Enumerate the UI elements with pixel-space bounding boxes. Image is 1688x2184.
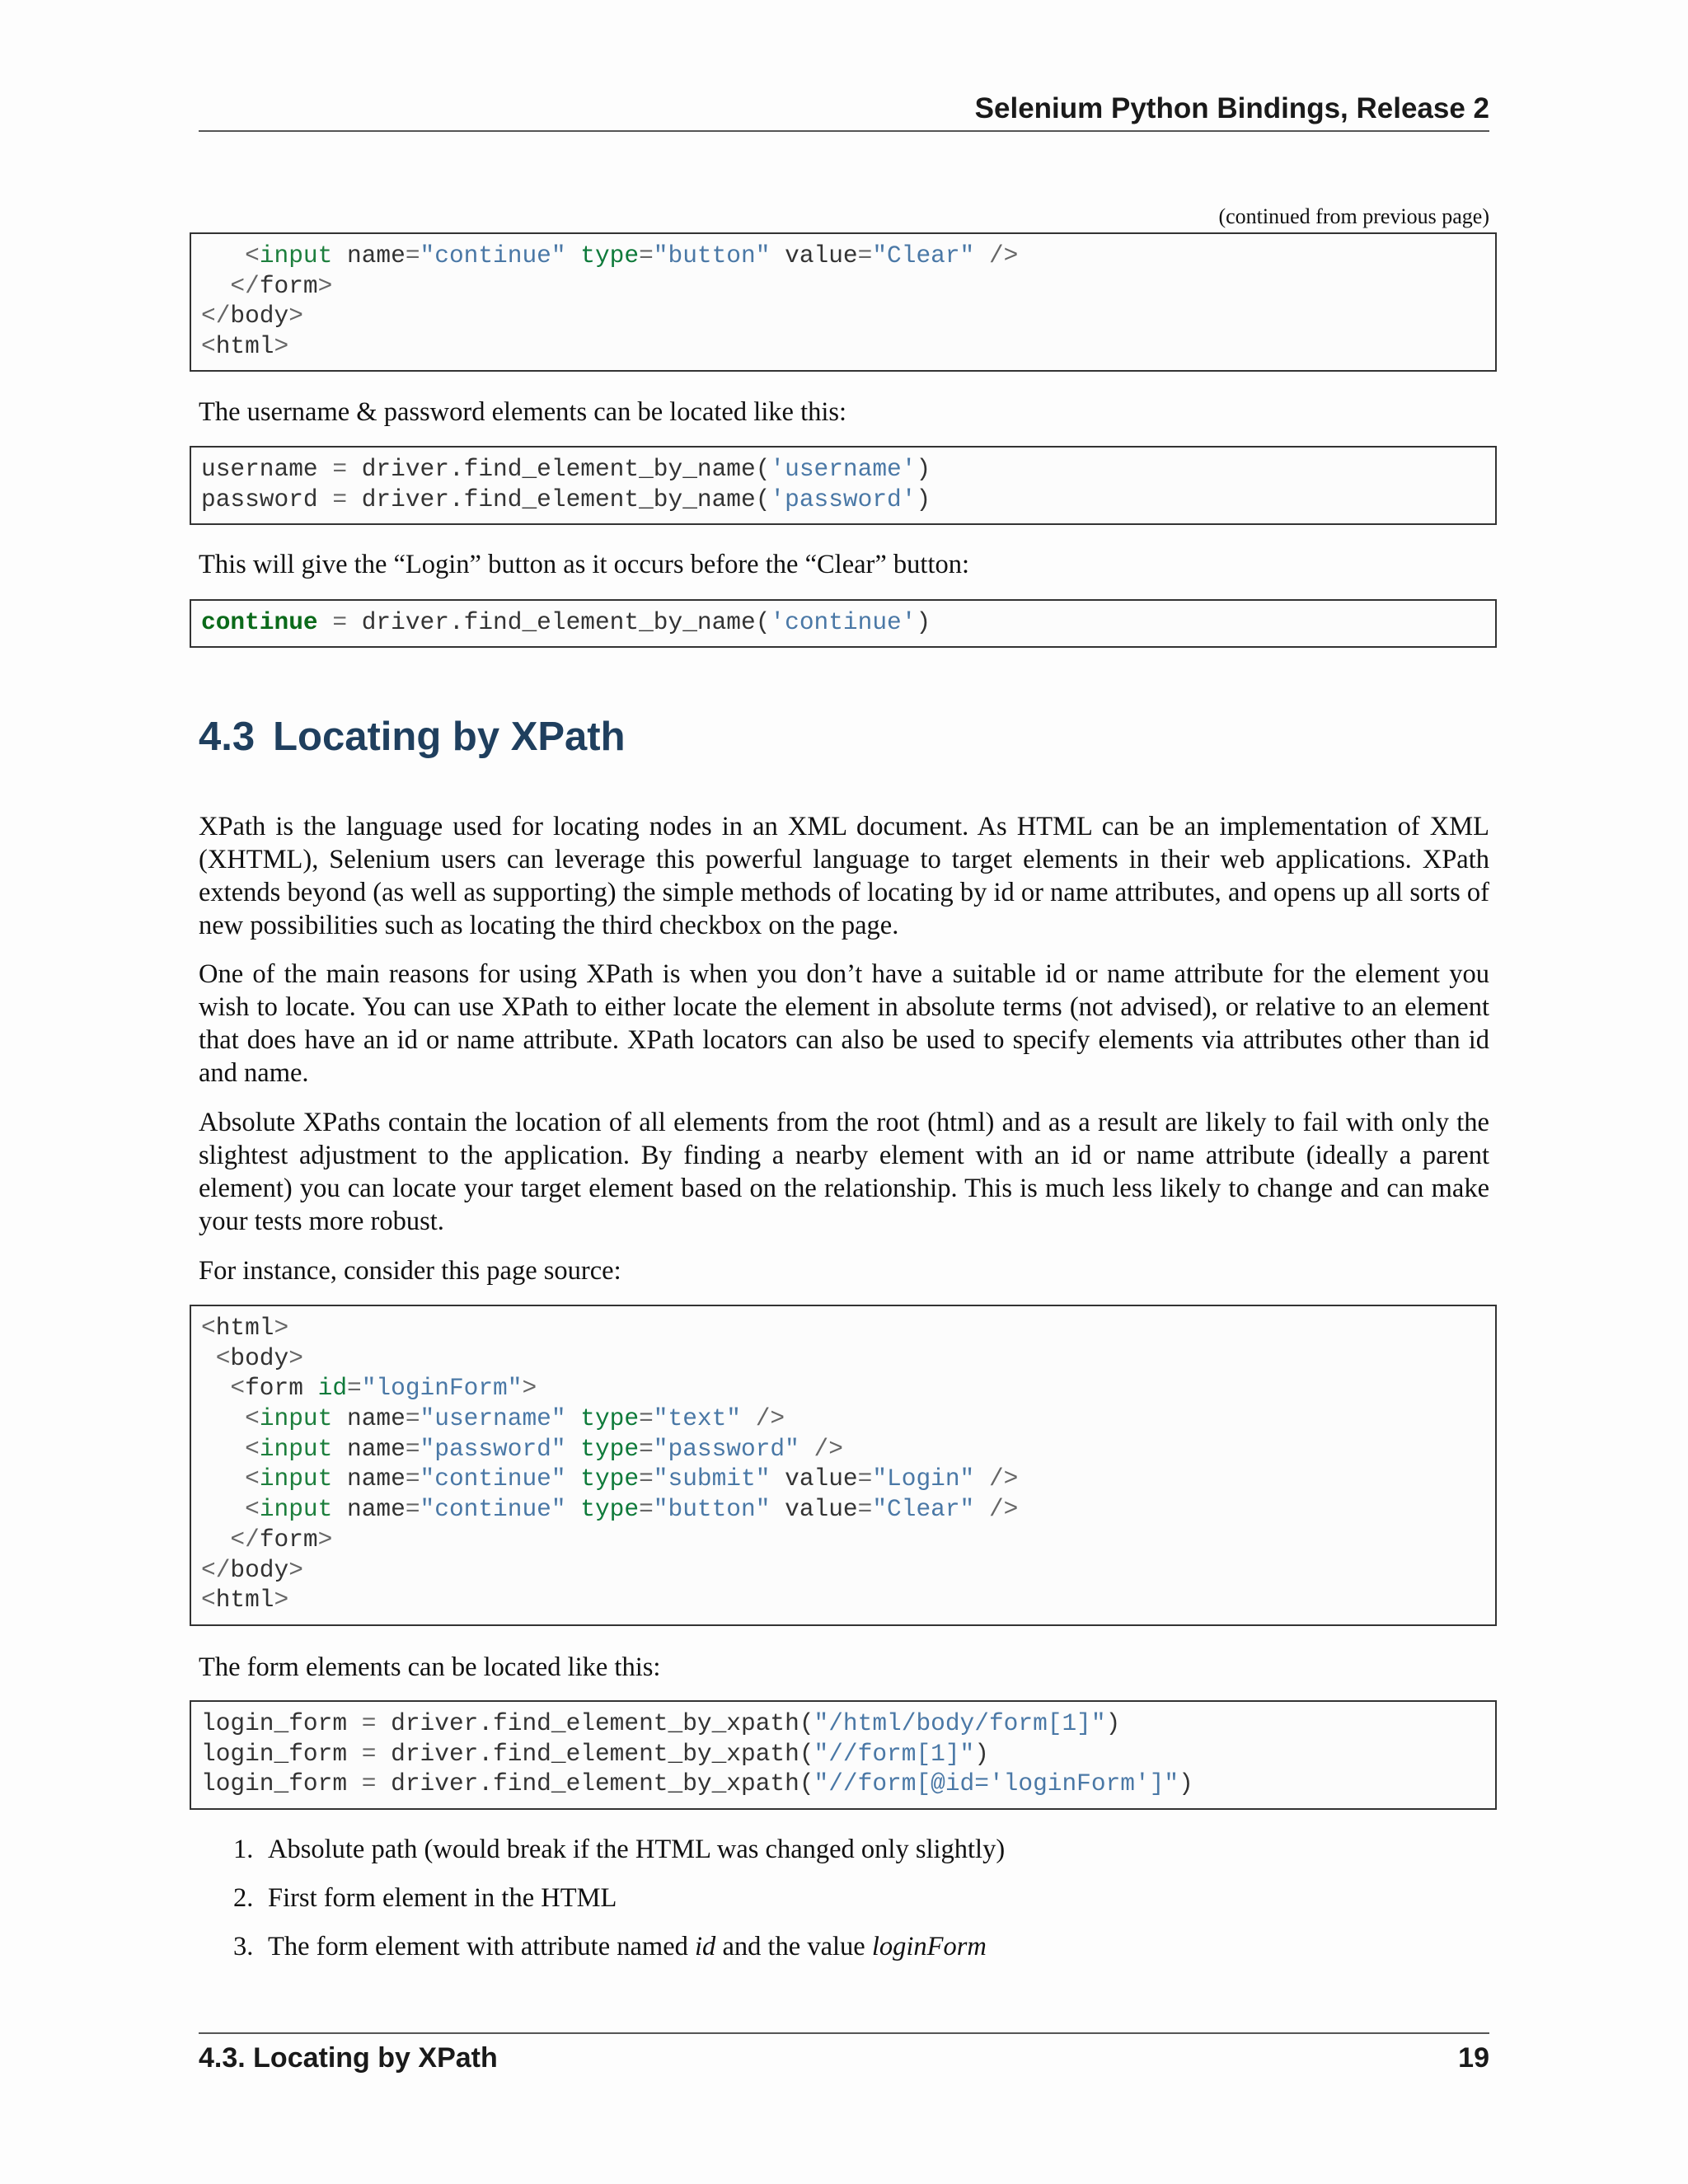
- paragraph: The username & password elements can be located like this:: [199, 397, 847, 427]
- continued-note: (continued from previous page): [1218, 204, 1489, 228]
- code-line: <html>: [201, 1314, 289, 1342]
- paragraph: One of the main reasons for using XPath is when you don’t have a suitable id or name attribute for the element you wish to locate. You can use XPath to either locate the element in absolute terms (not advised), or relative to an element that does have an id or name attribute. XPath locators can also be used to specify elements via attributes other than id and name.: [199, 959, 1489, 1088]
- code-line: <body>: [215, 1343, 303, 1372]
- code-line: login_form = driver.find_element_by_xpath("//form[@id='loginForm']"): [201, 1769, 1193, 1798]
- list-text: Absolute path (would break if the HTML was changed only slightly): [268, 1835, 1006, 1864]
- code-line: <input name="password" type="password" />: [245, 1434, 843, 1463]
- paragraph: The form elements can be located like this:: [199, 1652, 661, 1682]
- code-line: </body>: [201, 302, 303, 330]
- list-emphasis: loginForm: [871, 1932, 987, 1961]
- list-number: 2.: [233, 1883, 254, 1913]
- list-item: [233, 1835, 1005, 1865]
- list-item: [233, 1932, 987, 1962]
- code-line: password = driver.find_element_by_name('password'): [201, 485, 931, 513]
- code-line: <html>: [201, 332, 289, 361]
- section-heading: [199, 714, 626, 760]
- list-emphasis: id: [695, 1932, 716, 1961]
- section-title: Locating by XPath: [273, 715, 626, 759]
- code-line: </body>: [201, 1555, 303, 1584]
- code-block: [190, 1305, 1497, 1626]
- code-line: <input name="username" type="text" />: [245, 1404, 785, 1433]
- list-text: First form element in the HTML: [268, 1883, 617, 1913]
- running-header: Selenium Python Bindings, Release 2: [974, 92, 1489, 124]
- code-line: <input name="continue" type="submit" value="Login" />: [245, 1465, 1019, 1493]
- code-line: <form id="loginForm">: [230, 1374, 537, 1403]
- code-line: continue = driver.find_element_by_name('continue'): [201, 608, 931, 636]
- code-line: username = driver.find_element_by_name('username'): [201, 455, 931, 483]
- list-text: The form element with attribute named: [268, 1932, 696, 1961]
- code-line: <html>: [201, 1586, 289, 1615]
- code-line: login_form = driver.find_element_by_xpath("/html/body/form[1]"): [201, 1709, 1121, 1737]
- code-line: <input name="continue" type="button" value="Clear" />: [245, 241, 1019, 269]
- code-line: <input name="continue" type="button" value="Clear" />: [245, 1495, 1019, 1524]
- code-line: </form>: [230, 271, 333, 300]
- code-block: [190, 232, 1497, 372]
- paragraph: XPath is the language used for locating nodes in an XML document. As HTML can be an implementation of XML (XHTML), Selenium users can leverage this powerful language to target elements in their web applications. XPath extends beyond (as well as supporting) the simple methods of locating by id or name attributes, and opens up all sorts of new possibilities such as locating the third checkbox on the page.: [199, 812, 1489, 940]
- page-number: 19: [1458, 2042, 1489, 2074]
- code-line: login_form = driver.find_element_by_xpath("//form[1]"): [201, 1739, 989, 1768]
- code-block: [190, 599, 1497, 648]
- footer-section: 4.3. Locating by XPath: [199, 2042, 498, 2074]
- paragraph: For instance, consider this page source:: [199, 1256, 621, 1286]
- code-block: [190, 446, 1497, 525]
- paragraph: Absolute XPaths contain the location of all elements from the root (html) and as a result are likely to fail with only the slightest adjustment to the application. By finding a nearby element with an id or name attribute (ideally a parent element) you can locate your target element based on the relationship. This is much less likely to change and can make your tests more robust.: [199, 1108, 1489, 1236]
- paragraph: This will give the “Login” button as it occurs before the “Clear” button:: [199, 550, 970, 579]
- code-line: </form>: [230, 1525, 333, 1554]
- section-number: 4.3: [199, 715, 256, 759]
- list-number: 1.: [233, 1835, 254, 1864]
- list-text: and the value: [715, 1932, 872, 1961]
- header-rule: [199, 130, 1489, 132]
- footer-rule: [199, 2032, 1489, 2034]
- list-item: [233, 1883, 617, 1914]
- code-block: [190, 1700, 1497, 1810]
- list-number: 3.: [233, 1932, 254, 1961]
